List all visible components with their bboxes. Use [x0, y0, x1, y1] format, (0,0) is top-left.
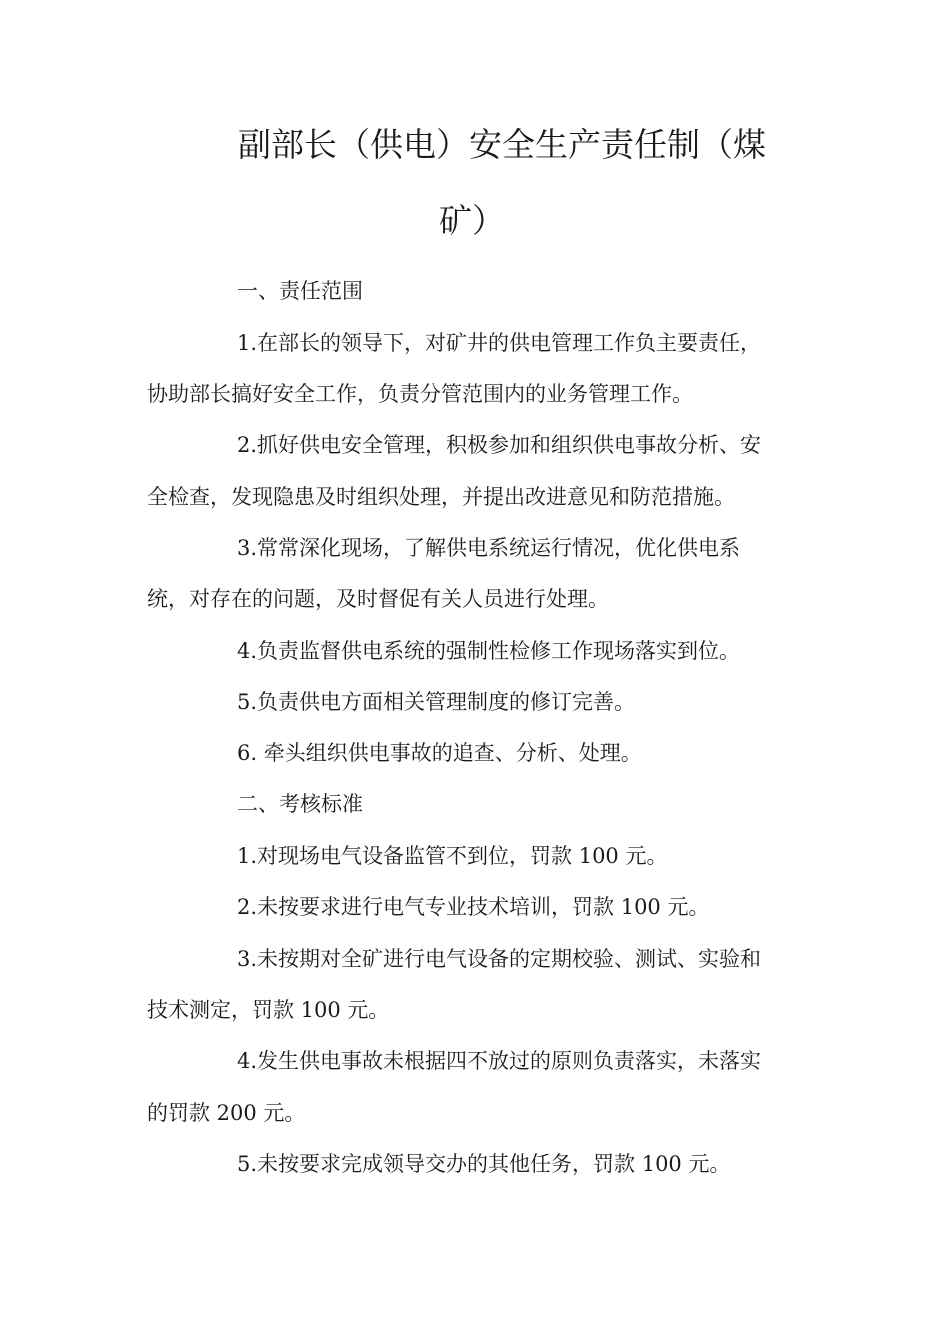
section1-item2-line2: 全检查，发现隐患及时组织处理，并提出改进意见和防范措施。	[147, 485, 735, 509]
section1-item3-line1: 3.常常深化现场，了解供电系统运行情况，优化供电系	[237, 536, 741, 560]
section2-item3-line1: 3.未按期对全矿进行电气设备的定期校验、测试、实验和	[237, 947, 762, 971]
section2-item3-line2: 技术测定，罚款 100 元。	[147, 998, 390, 1022]
section1-item6: 6. 牵头组织供电事故的追查、分析、处理。	[237, 741, 642, 765]
section1-item2-line1: 2.抓好供电安全管理，积极参加和组织供电事故分析、安	[237, 433, 762, 457]
section2-item4-line2: 的罚款 200 元。	[147, 1101, 306, 1125]
section2-item2: 2.未按要求进行电气专业技术培训，罚款 100 元。	[237, 895, 710, 919]
document-title-line1: 副部长（供电）安全生产责任制（煤	[238, 125, 766, 164]
section1-item3-line2: 统，对存在的问题，及时督促有关人员进行处理。	[147, 587, 609, 611]
section1-item5: 5.负责供电方面相关管理制度的修订完善。	[237, 690, 636, 714]
section2-item1: 1.对现场电气设备监管不到位，罚款 100 元。	[237, 844, 668, 868]
section2-heading: 二、考核标准	[237, 792, 363, 816]
section1-item1-line2: 协助部长搞好安全工作，负责分管范围内的业务管理工作。	[147, 382, 693, 406]
section2-item5: 5.未按要求完成领导交办的其他任务，罚款 100 元。	[237, 1152, 731, 1176]
section2-item4-line1: 4.发生供电事故未根据四不放过的原则负责落实，未落实	[237, 1049, 762, 1073]
document-title-line2: 矿）	[439, 201, 505, 240]
section1-item4: 4.负责监督供电系统的强制性检修工作现场落实到位。	[237, 639, 741, 663]
section1-heading: 一、责任范围	[237, 279, 363, 303]
section1-item1-line1: 1.在部长的领导下，对矿井的供电管理工作负主要责任，	[237, 331, 762, 355]
